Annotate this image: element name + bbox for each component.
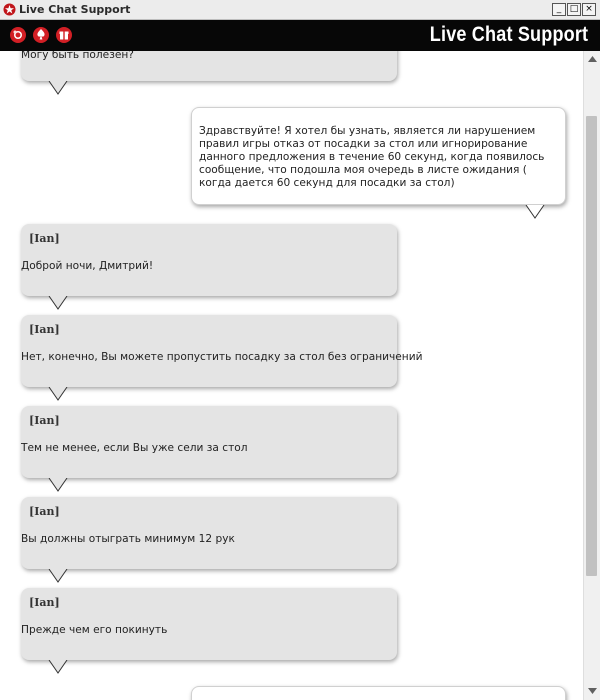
agent-message-bubble — [21, 588, 397, 660]
scroll-up-arrow-icon[interactable] — [588, 56, 597, 62]
message-text: Нет, конечно, Вы можете пропустить посадку за стол без ограничений — [21, 351, 423, 363]
bubble-tail — [48, 569, 68, 583]
gift-icon[interactable] — [55, 26, 73, 44]
chat-history[interactable] — [0, 51, 583, 700]
sender-name: [Ian] — [29, 505, 60, 518]
window-titlebar — [0, 0, 600, 20]
agent-message-bubble — [21, 224, 397, 296]
bubble-tail — [48, 387, 68, 401]
maximize-button[interactable]: □ — [567, 3, 581, 16]
user-message-bubble — [191, 686, 566, 700]
app-icon — [3, 3, 16, 16]
user-message-bubble — [191, 107, 566, 205]
scrollbar-thumb[interactable] — [586, 116, 597, 576]
chat-header — [0, 20, 600, 51]
bubble-tail — [525, 205, 545, 219]
agent-message-bubble — [21, 315, 423, 387]
close-button[interactable]: × — [582, 3, 596, 16]
message-text: Вы должны отыграть минимум 12 рук — [21, 533, 235, 545]
sender-name: [Ian] — [29, 414, 60, 427]
poker-chip-icon[interactable] — [9, 26, 27, 44]
spade-icon[interactable] — [32, 26, 50, 44]
message-text: Тем не менее, если Вы уже сели за стол — [21, 442, 248, 454]
bubble-tail — [48, 296, 68, 310]
minimize-button[interactable]: _ — [552, 3, 566, 16]
message-text: Могу быть полезен? — [21, 51, 134, 61]
agent-message-bubble — [21, 406, 397, 478]
sender-name: [Ian] — [29, 232, 60, 245]
bubble-tail — [48, 660, 68, 674]
window-title: Live Chat Support — [19, 3, 131, 16]
header-title: Live Chat Support — [429, 23, 588, 46]
agent-message-bubble — [21, 497, 397, 569]
message-text: Доброй ночи, Дмитрий! — [21, 260, 154, 272]
sender-name: [Ian] — [29, 596, 60, 609]
message-text: Здравствуйте! Я хотел бы узнать, является ли нарушением правил игры отказ от посадки за стол или игнорирование данного предложения в течение 60 секунд, когда появилось сообщение, что подошла моя очередь в листе ожидания ( когда дается 60 секунд для посадки за стол) — [199, 125, 545, 189]
sender-name: [Ian] — [29, 323, 60, 336]
agent-message-bubble — [21, 51, 397, 81]
vertical-scrollbar[interactable] — [583, 51, 600, 700]
scroll-down-arrow-icon[interactable] — [588, 688, 597, 694]
message-text: Прежде чем его покинуть — [21, 624, 168, 636]
bubble-tail — [48, 478, 68, 492]
bubble-tail — [48, 81, 68, 95]
